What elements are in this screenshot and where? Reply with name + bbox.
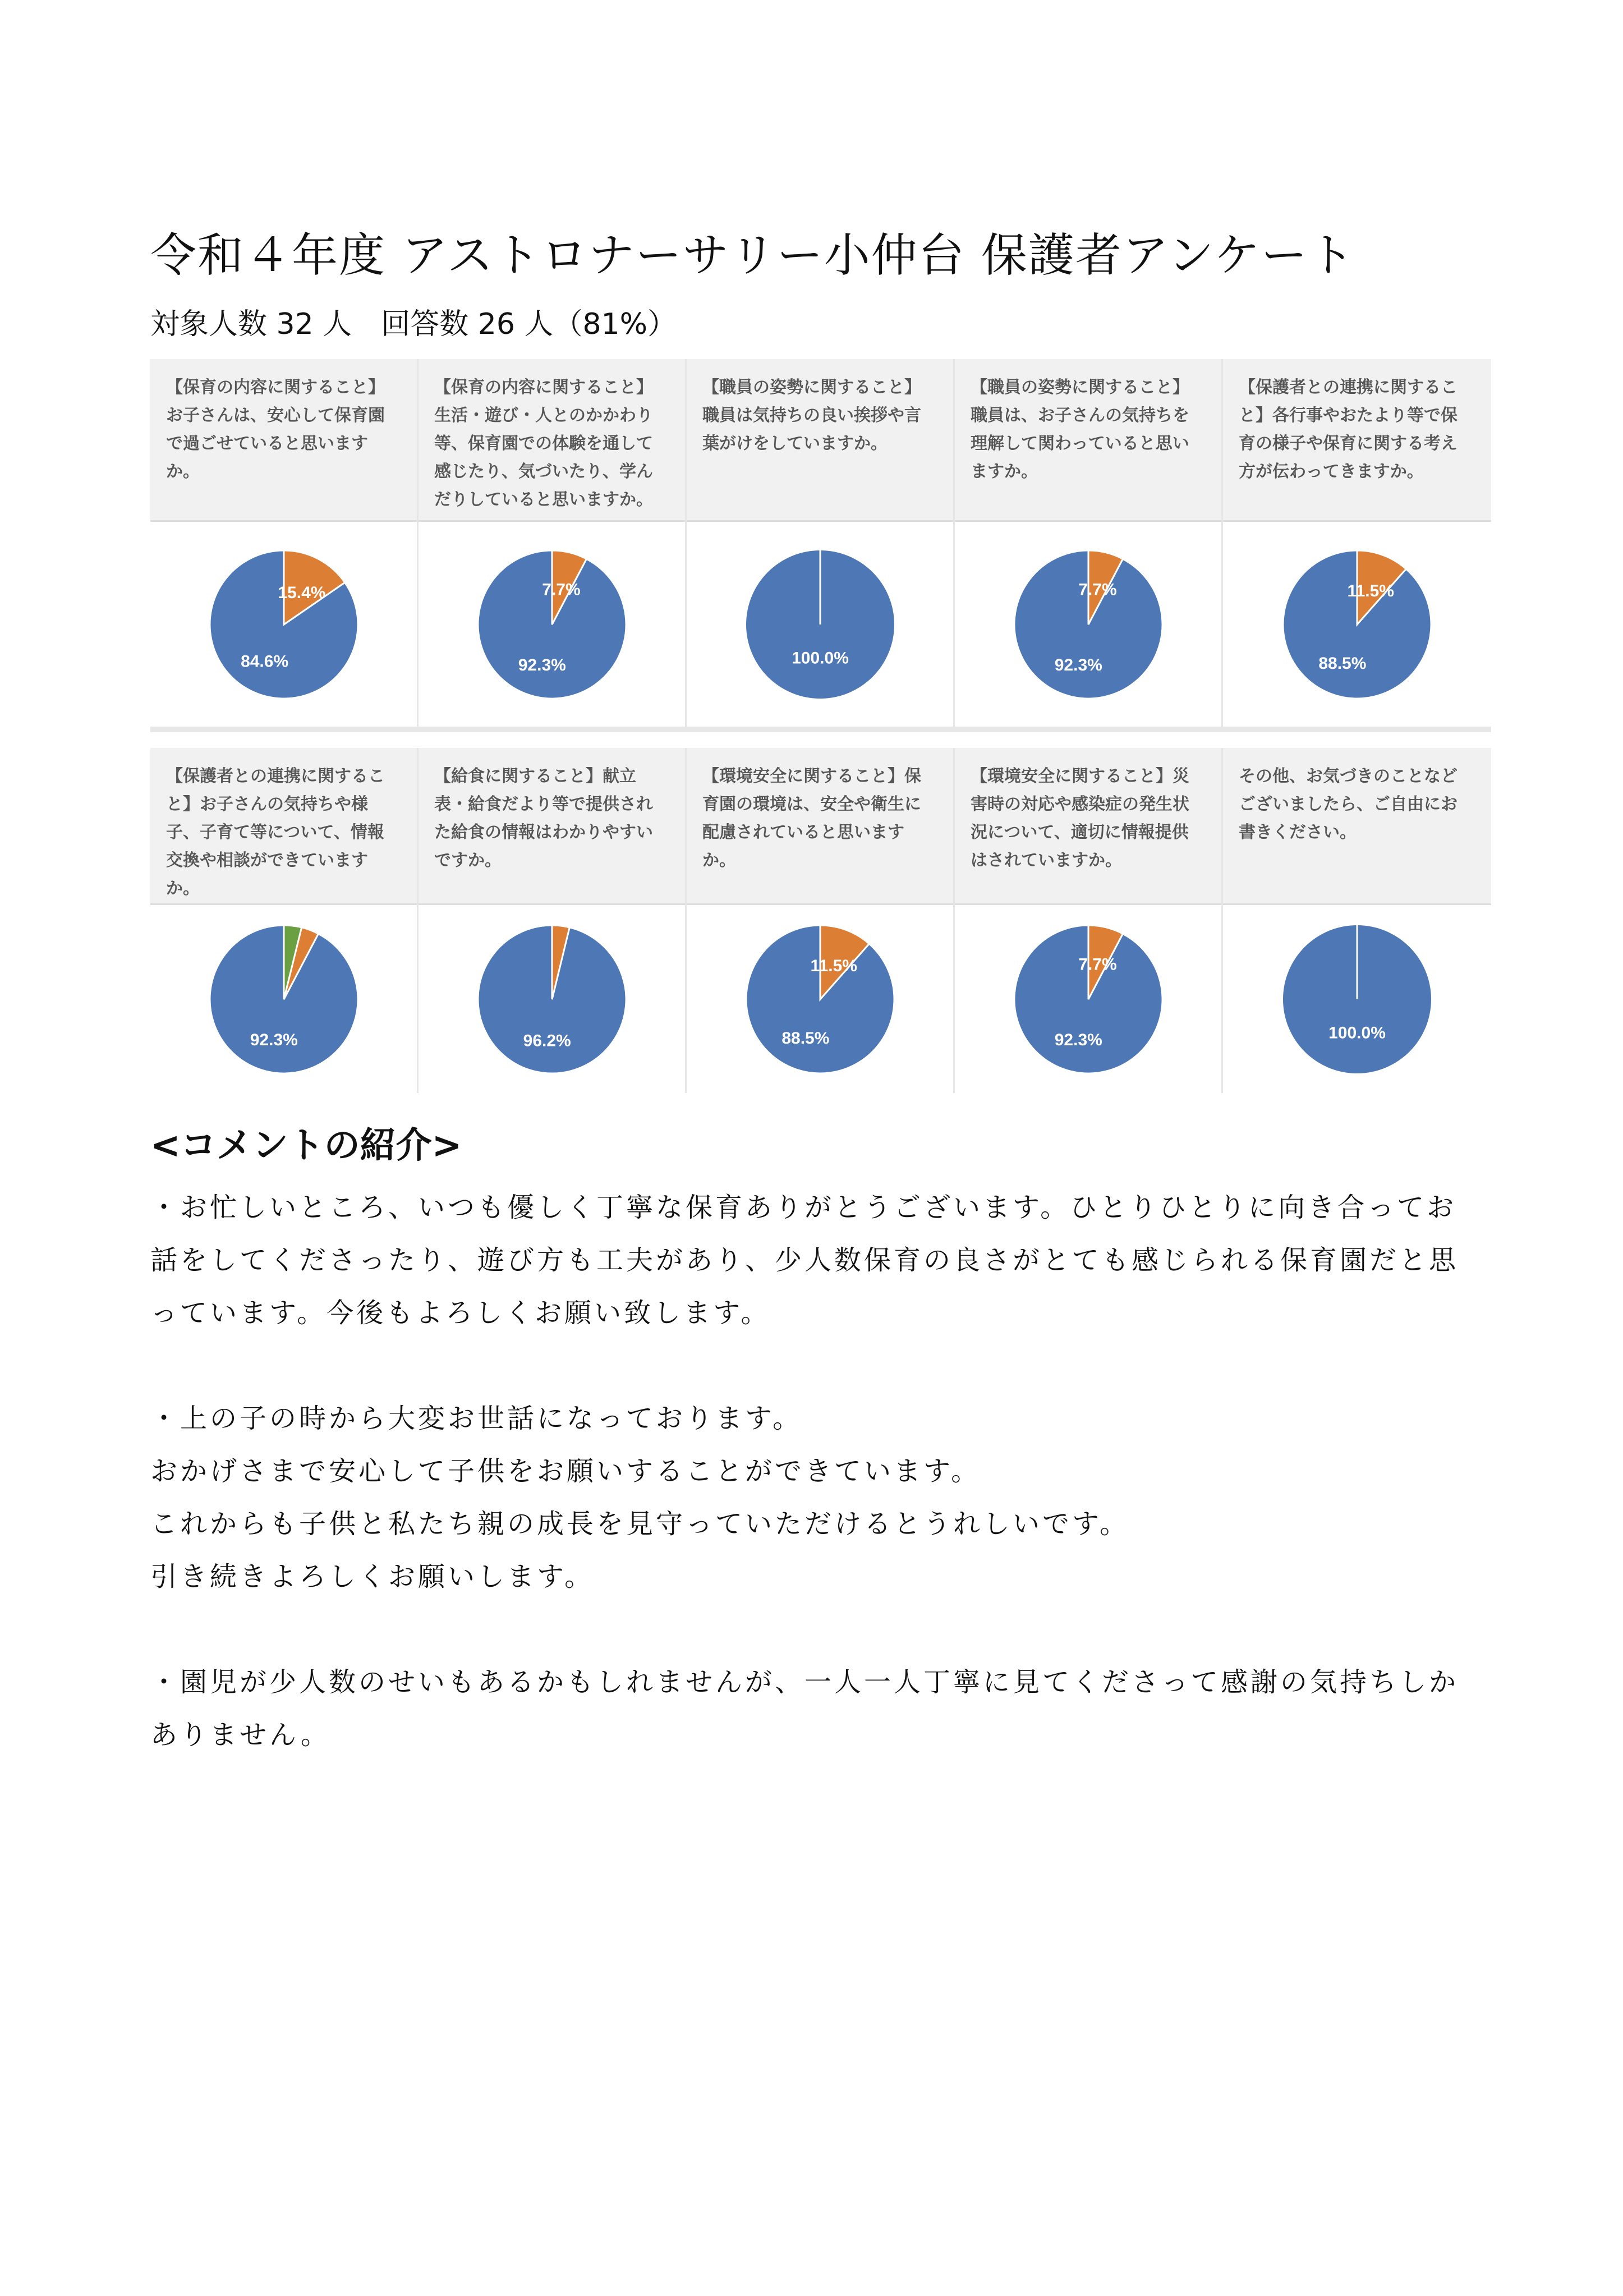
response-summary: 対象人数 32 人 回答数 26 人（81%）	[150, 307, 677, 341]
pie-slice-label: 15.4%	[277, 583, 325, 602]
question-text-line: 生活・遊び・人とのかかわり	[434, 406, 653, 425]
question-text-line: 職員は、お子さんの気持ちを	[971, 406, 1189, 425]
comment-line: ・お忙しいところ、いつも優しく丁寧な保育ありがとうございます。ひとりひとりに向き合ってお	[150, 1192, 1457, 1223]
question-text-line: 書きください。	[1239, 823, 1357, 842]
question-text-line: 職員は気持ちの良い挨拶や言	[702, 406, 921, 425]
question-text	[419, 748, 685, 905]
pie-slice-label: 88.5%	[781, 1028, 829, 1048]
question-text-line: だりしていると思いますか。	[434, 490, 653, 509]
pie-slice-label: 100.0%	[791, 648, 849, 667]
question-text-line: 【保育の内容に関すること】	[166, 378, 385, 397]
question-text-line: 方が伝わってきますか。	[1239, 462, 1424, 481]
survey-chart-grid-bottom	[150, 748, 1491, 1093]
question-text-line: か。	[166, 462, 200, 481]
question-text-line: か。	[702, 851, 736, 870]
pie-slice-label: 11.5%	[810, 956, 857, 975]
question-text-line: お子さんは、安心して保育園	[166, 406, 385, 425]
question-text-line: か。	[166, 879, 200, 898]
pie-slice-label: 100.0%	[1328, 1023, 1386, 1042]
pie-slice-label: 7.7%	[1078, 954, 1117, 973]
question-text-line: 感じたり、気づいたり、学ん	[434, 462, 653, 481]
question-text	[1223, 748, 1491, 905]
question-text-line: その他、お気づきのことなど	[1239, 766, 1458, 786]
question-text-line: 【保護者との連携に関するこ	[1239, 378, 1458, 397]
question-text-line: 育園の環境は、安全や衛生に	[702, 795, 921, 814]
pie-chart	[471, 918, 633, 1081]
question-text-line: と】お子さんの気持ちや様	[166, 795, 368, 814]
question-text	[419, 359, 685, 522]
question-text-line: はされていますか。	[971, 851, 1122, 870]
pie-chart	[1276, 918, 1438, 1081]
question-text-line: 【給食に関すること】献立	[434, 766, 636, 786]
comments-section	[150, 1181, 1497, 1814]
question-text-line: 表・給食だより等で提供され	[434, 795, 653, 814]
question-text-line: た給食の情報はわかりやすい	[434, 823, 653, 842]
question-text-line: 況について、適切に情報提供	[971, 823, 1189, 842]
comments-heading: <コメントの紹介>	[150, 1125, 462, 1167]
question-text-line: 【保護者との連携に関するこ	[166, 766, 385, 786]
question-text	[687, 748, 953, 905]
pie-slice-label: 96.2%	[523, 1031, 571, 1050]
comment-line: ・上の子の時から大変お世話になっております。	[150, 1403, 803, 1434]
question-text-line: と】各行事やおたより等で保	[1239, 406, 1458, 425]
question-text-line: 交換や相談ができています	[166, 851, 368, 870]
pie-slice-label: 7.7%	[541, 580, 581, 599]
pie-chart	[203, 543, 365, 706]
question-text-line: ございましたら、ご自由にお	[1239, 795, 1458, 814]
question-card	[419, 748, 687, 1093]
pie-slice-label: 92.3%	[1054, 1030, 1102, 1049]
comment-line: ・園児が少人数のせいもあるかもしれませんが、一人一人丁寧に見てくださって感謝の気持ちしか	[150, 1666, 1459, 1698]
question-text-line: 配慮されていると思います	[702, 823, 904, 842]
question-card	[955, 748, 1223, 1093]
question-text-line: 【環境安全に関すること】災	[971, 766, 1189, 786]
page-title: 令和４年度 アストロナーサリー小仲台 保護者アンケート	[150, 229, 1355, 282]
question-card	[687, 359, 955, 727]
pie-chart	[739, 543, 902, 706]
pie-slice-label: 88.5%	[1318, 654, 1367, 673]
question-card	[955, 359, 1223, 727]
pie-chart	[1276, 543, 1438, 706]
comment-line: っています。今後もよろしくお願い致します。	[150, 1297, 771, 1329]
question-text-line: 害時の対応や感染症の発生状	[971, 795, 1189, 814]
comment-item	[150, 1181, 1497, 1339]
question-text-line: 葉がけをしていますか。	[702, 434, 888, 453]
question-text-line: ますか。	[971, 462, 1038, 481]
comment-line: 話をしてくださったり、遊び方も工夫があり、少人数保育の良さがとても感じられる保育園だと思	[150, 1245, 1459, 1276]
question-text-line: 【環境安全に関すること】保	[702, 766, 921, 786]
comment-line: ありません。	[150, 1719, 330, 1751]
pie-chart	[1007, 918, 1170, 1081]
question-text-line: 【職員の姿勢に関すること】	[971, 378, 1189, 397]
question-card	[419, 359, 687, 727]
question-text	[150, 359, 417, 522]
question-text-line: 【保育の内容に関すること】	[434, 378, 653, 397]
question-card	[1223, 359, 1491, 727]
comment-line: これからも子供と私たち親の成長を見守っていただけるとうれしいです。	[150, 1508, 1130, 1540]
pie-slice-label: 92.3%	[250, 1030, 298, 1049]
question-text-line: ですか。	[434, 851, 502, 870]
pie-slice-label: 92.3%	[518, 655, 566, 674]
question-text-line: 子、子育て等について、情報	[166, 823, 384, 842]
question-card	[687, 748, 955, 1093]
pie-chart	[1007, 543, 1170, 706]
comment-line: 引き続きよろしくお願いします。	[150, 1561, 595, 1592]
pie-slice-label: 84.6%	[240, 651, 288, 671]
question-text	[1223, 359, 1491, 522]
pie-slice-label: 11.5%	[1347, 581, 1394, 600]
survey-chart-grid-top	[150, 359, 1491, 732]
pie-slice-label: 92.3%	[1054, 655, 1102, 674]
question-text-line: で過ごせていると思います	[166, 434, 368, 453]
question-card	[150, 359, 419, 727]
question-text-line: 育の様子や保育に関する考え	[1239, 434, 1458, 453]
question-text-line: 【職員の姿勢に関すること】	[702, 378, 921, 397]
pie-chart	[471, 543, 633, 706]
question-card	[150, 748, 419, 1093]
question-card	[1223, 748, 1491, 1093]
pie-chart	[739, 918, 902, 1081]
question-text	[150, 748, 417, 905]
comment-item	[150, 1392, 1497, 1603]
pie-slice-label: 7.7%	[1078, 580, 1117, 599]
pie-chart	[203, 918, 365, 1081]
comment-line: おかげさまで安心して子供をお願いすることができています。	[150, 1455, 981, 1487]
question-text-line: 等、保育園での体験を通して	[434, 434, 653, 453]
question-text	[687, 359, 953, 522]
question-text	[955, 748, 1221, 905]
question-text-line: 理解して関わっていると思い	[971, 434, 1189, 453]
question-text	[955, 359, 1221, 522]
comment-item	[150, 1656, 1497, 1761]
